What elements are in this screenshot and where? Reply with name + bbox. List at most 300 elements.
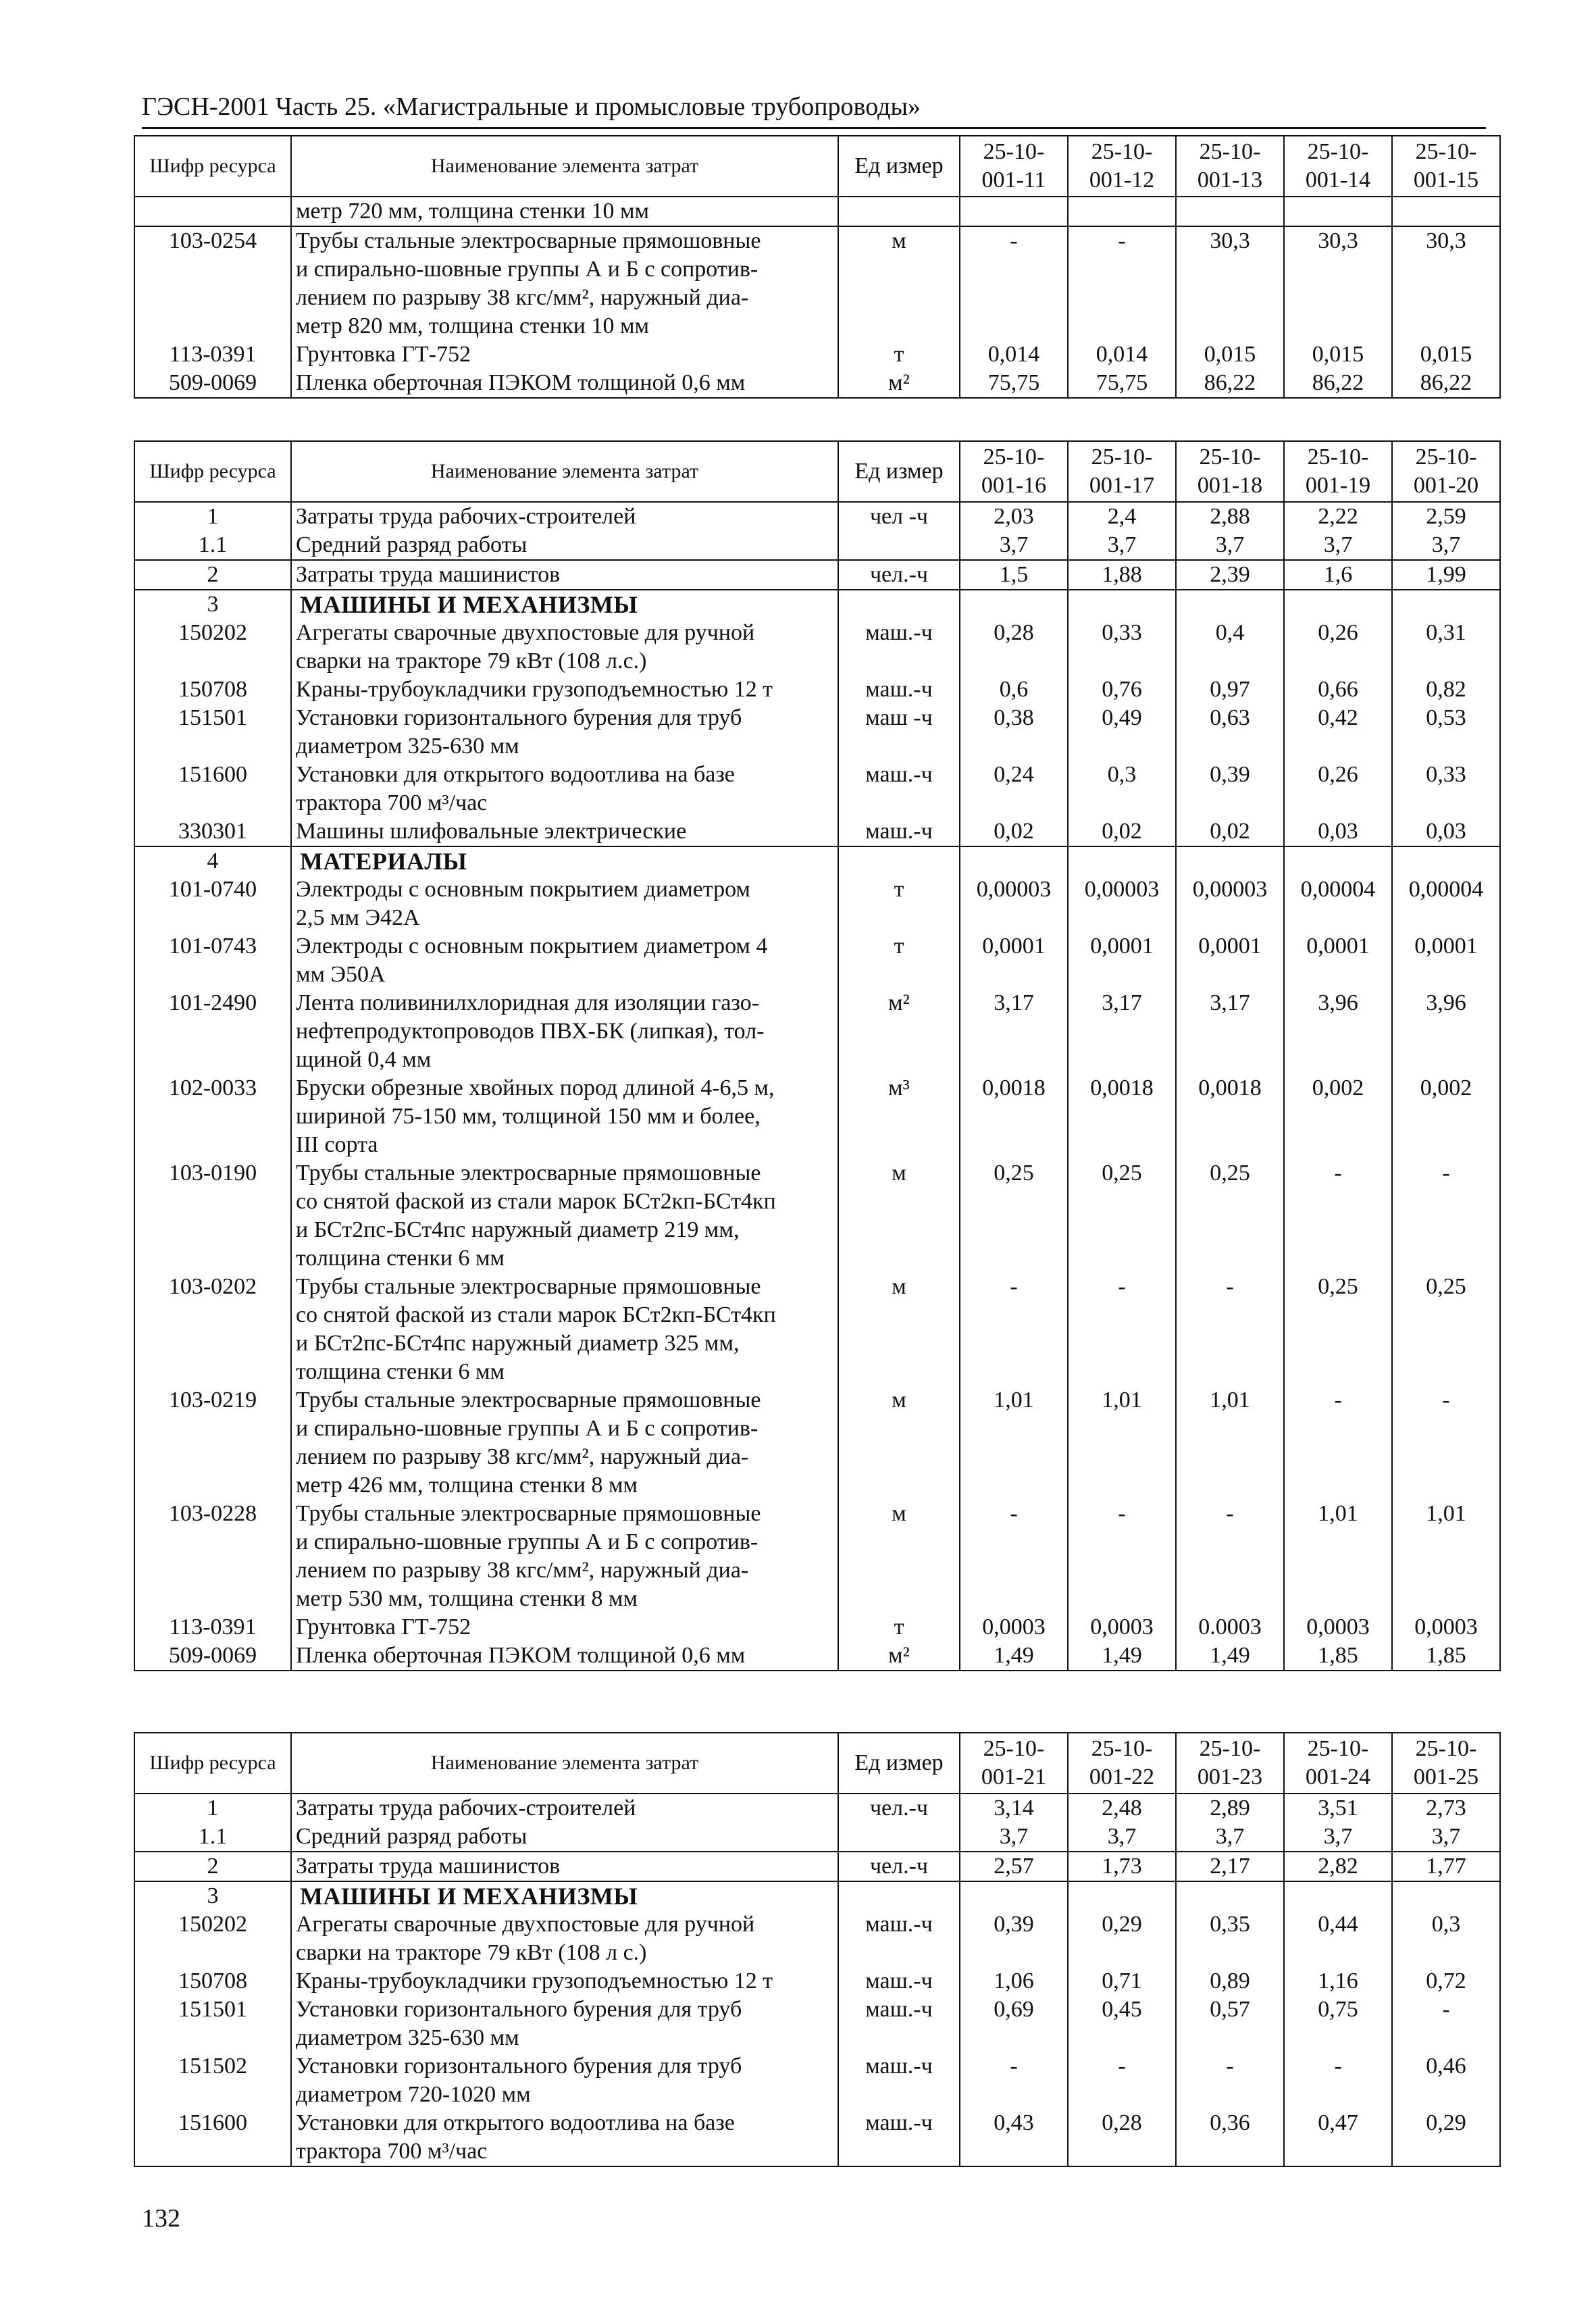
- header-norm-code: 25-10- 001-19: [1284, 441, 1392, 502]
- table-row: [134, 1613, 1500, 1642]
- table-header-row: [134, 1733, 1500, 1794]
- value-cell: -: [1392, 1386, 1500, 1500]
- cost-element-name: Затраты труда машинистов: [291, 1852, 838, 1881]
- unit-cell: м³: [838, 1074, 960, 1159]
- value-cell: 0,29: [1068, 1910, 1176, 1967]
- cost-element-name: Средний разряд работы: [291, 531, 838, 560]
- unit-cell: м: [838, 1159, 960, 1273]
- value-cell: -: [960, 226, 1068, 340]
- resource-code: 151501: [134, 1996, 291, 2052]
- value-cell: -: [1176, 1273, 1284, 1386]
- table-row: [134, 531, 1500, 560]
- unit-cell: чел.-ч: [838, 1852, 960, 1881]
- unit-cell: т: [838, 875, 960, 932]
- value-cell: 0,002: [1284, 1074, 1392, 1159]
- value-cell: 2,57: [960, 1852, 1068, 1881]
- value-cell: 0,0018: [960, 1074, 1068, 1159]
- cost-element-name: Установки горизонтального бурения для труб диаметром 720-1020 мм: [291, 2052, 838, 2109]
- value-cell: 1,85: [1392, 1642, 1500, 1671]
- value-cell: 1,77: [1392, 1852, 1500, 1881]
- table-row: [134, 1967, 1500, 1996]
- resource-code: 102-0033: [134, 1074, 291, 1159]
- value-cell: 3,7: [960, 1823, 1068, 1852]
- cost-element-name: Агрегаты сварочные двухпостовые для ручной сварки на тракторе 79 кВт (108 л с.): [291, 1910, 838, 1967]
- unit-cell: маш.-ч: [838, 2052, 960, 2109]
- value-cell: 0,43: [960, 2109, 1068, 2166]
- value-cell: 0,75: [1284, 1996, 1392, 2052]
- value-cell: 0,66: [1284, 676, 1392, 704]
- table-row: [134, 1852, 1500, 1881]
- value-cell: -: [1392, 1159, 1500, 1273]
- value-cell: 1,6: [1284, 560, 1392, 590]
- value-cell: 1,01: [1392, 1500, 1500, 1613]
- cost-element-name: Затраты труда рабочих-строителей: [291, 1794, 838, 1823]
- value-cell: 2,22: [1284, 502, 1392, 531]
- value-cell: 1,49: [1176, 1642, 1284, 1671]
- header-norm-code: 25-10- 001-12: [1068, 136, 1176, 197]
- value-cell: 0,0001: [1284, 932, 1392, 989]
- value-cell: 3,7: [960, 531, 1068, 560]
- unit-cell: маш -ч: [838, 704, 960, 761]
- value-cell: -: [1392, 1996, 1500, 2052]
- value-cell: 86,22: [1392, 369, 1500, 398]
- value-cell: [1284, 590, 1392, 619]
- value-cell: 0,6: [960, 676, 1068, 704]
- value-cell: 0,69: [960, 1996, 1068, 2052]
- value-cell: 0,31: [1392, 619, 1500, 676]
- value-cell: 0,49: [1068, 704, 1176, 761]
- value-cell: [960, 590, 1068, 619]
- value-cell: 0,02: [1176, 817, 1284, 846]
- value-cell: 0,89: [1176, 1967, 1284, 1996]
- resource-code: 1: [134, 502, 291, 531]
- header-norm-code: 25-10- 001-20: [1392, 441, 1500, 502]
- value-cell: 0,0003: [1392, 1613, 1500, 1642]
- value-cell: 0,25: [960, 1159, 1068, 1273]
- resource-table-1: [134, 135, 1501, 399]
- value-cell: 2,48: [1068, 1794, 1176, 1823]
- cost-element-name: Трубы стальные электросварные прямошовные и спирально-шовные группы А и Б с сопротив- лением по разрыву 38 кгс/мм², наружный диа- метр 530 мм, толщина стенки 8 мм: [291, 1500, 838, 1613]
- unit-cell: м²: [838, 1642, 960, 1671]
- header-norm-code: 25-10- 001-14: [1284, 136, 1392, 197]
- table-row: [134, 2109, 1500, 2166]
- table-row: [134, 989, 1500, 1074]
- cost-element-name: Трубы стальные электросварные прямошовные и спирально-шовные группы А и Б с сопротив- лением по разрыву 38 кгс/мм², наружный диа- метр 820 мм, толщина стенки 10 мм: [291, 226, 838, 340]
- cost-element-name: Затраты труда машинистов: [291, 560, 838, 590]
- value-cell: 1,01: [1176, 1386, 1284, 1500]
- value-cell: 0,82: [1392, 676, 1500, 704]
- table-row: [134, 1386, 1500, 1500]
- header-norm-code: 25-10- 001-15: [1392, 136, 1500, 197]
- header-norm-code: 25-10- 001-11: [960, 136, 1068, 197]
- resource-code: 103-0202: [134, 1273, 291, 1386]
- value-cell: 2,73: [1392, 1794, 1500, 1823]
- table-row: [134, 704, 1500, 761]
- value-cell: [1392, 197, 1500, 226]
- value-cell: 0,3: [1392, 1910, 1500, 1967]
- value-cell: 86,22: [1176, 369, 1284, 398]
- table-row: [134, 2052, 1500, 2109]
- value-cell: 1,88: [1068, 560, 1176, 590]
- unit-cell: чел -ч: [838, 502, 960, 531]
- value-cell: -: [1284, 1386, 1392, 1500]
- value-cell: 2,82: [1284, 1852, 1392, 1881]
- value-cell: -: [1176, 2052, 1284, 2109]
- value-cell: -: [1284, 1159, 1392, 1273]
- cost-element-name: Установки горизонтального бурения для труб диаметром 325-630 мм: [291, 1996, 838, 2052]
- resource-code: 4: [134, 846, 291, 875]
- cost-element-name: Затраты труда рабочих-строителей: [291, 502, 838, 531]
- section-row: [134, 590, 1500, 619]
- cost-element-name: Установки горизонтального бурения для труб диаметром 325-630 мм: [291, 704, 838, 761]
- value-cell: -: [1068, 1500, 1176, 1613]
- section-row: [134, 846, 1500, 875]
- value-cell: -: [1068, 226, 1176, 340]
- value-cell: 0,26: [1284, 761, 1392, 817]
- value-cell: [1176, 846, 1284, 875]
- cost-element-name: Агрегаты сварочные двухпостовые для ручной сварки на тракторе 79 кВт (108 л.с.): [291, 619, 838, 676]
- value-cell: 0,00003: [960, 875, 1068, 932]
- value-cell: 1,99: [1392, 560, 1500, 590]
- unit-cell: [838, 1823, 960, 1852]
- unit-cell: [838, 1881, 960, 1910]
- unit-cell: маш.-ч: [838, 619, 960, 676]
- value-cell: 1,85: [1284, 1642, 1392, 1671]
- value-cell: 0,39: [1176, 761, 1284, 817]
- resource-code: 3: [134, 1881, 291, 1910]
- value-cell: 0,0003: [1284, 1613, 1392, 1642]
- value-cell: 0,014: [960, 340, 1068, 369]
- value-cell: -: [1176, 1500, 1284, 1613]
- value-cell: 3,7: [1176, 1823, 1284, 1852]
- value-cell: [1392, 590, 1500, 619]
- unit-cell: [838, 590, 960, 619]
- value-cell: 0,015: [1176, 340, 1284, 369]
- header-norm-code: 25-10- 001-17: [1068, 441, 1176, 502]
- resource-code: 509-0069: [134, 1642, 291, 1671]
- value-cell: 3,17: [1068, 989, 1176, 1074]
- value-cell: -: [1068, 2052, 1176, 2109]
- header-norm-code: 25-10- 001-23: [1176, 1733, 1284, 1794]
- cost-element-name: Машины шлифовальные электрические: [291, 817, 838, 846]
- value-cell: 0,015: [1392, 340, 1500, 369]
- cost-element-name: МАШИНЫ И МЕХАНИЗМЫ: [291, 590, 838, 619]
- header-unit: Ед измер: [838, 1733, 960, 1794]
- unit-cell: чел.-ч: [838, 1794, 960, 1823]
- value-cell: 0,33: [1068, 619, 1176, 676]
- resource-code: 150202: [134, 619, 291, 676]
- cost-element-name: МАШИНЫ И МЕХАНИЗМЫ: [291, 1881, 838, 1910]
- header-norm-code: 25-10- 001-13: [1176, 136, 1284, 197]
- value-cell: [1284, 197, 1392, 226]
- unit-cell: [838, 197, 960, 226]
- unit-cell: маш.-ч: [838, 1967, 960, 1996]
- value-cell: 0,42: [1284, 704, 1392, 761]
- unit-cell: маш.-ч: [838, 2109, 960, 2166]
- value-cell: 3,51: [1284, 1794, 1392, 1823]
- value-cell: 30,3: [1284, 226, 1392, 340]
- resource-code: 113-0391: [134, 340, 291, 369]
- table-row: [134, 875, 1500, 932]
- resource-code: 3: [134, 590, 291, 619]
- value-cell: 0,25: [1392, 1273, 1500, 1386]
- value-cell: 0,36: [1176, 2109, 1284, 2166]
- cost-element-name: Пленка оберточная ПЭКОМ толщиной 0,6 мм: [291, 369, 838, 398]
- value-cell: 0,00004: [1392, 875, 1500, 932]
- cost-element-name: Трубы стальные электросварные прямошовные со снятой фаской из стали марок БСт2кп-БСт4кп и БСт2пс-БСт4пс наружный диаметр 325 мм, толщина стенки 6 мм: [291, 1273, 838, 1386]
- resource-code: 113-0391: [134, 1613, 291, 1642]
- resource-code: 101-0743: [134, 932, 291, 989]
- value-cell: -: [960, 1273, 1068, 1386]
- section-row: [134, 1881, 1500, 1910]
- value-cell: 3,7: [1284, 1823, 1392, 1852]
- value-cell: [1392, 1881, 1500, 1910]
- value-cell: 0,76: [1068, 676, 1176, 704]
- header-cost-element: Наименование элемента затрат: [291, 441, 838, 502]
- resource-code: 2: [134, 1852, 291, 1881]
- table-row: [134, 1823, 1500, 1852]
- value-cell: 0,53: [1392, 704, 1500, 761]
- value-cell: 0,014: [1068, 340, 1176, 369]
- value-cell: [1068, 846, 1176, 875]
- header-resource-code: Шифр ресурса: [134, 441, 291, 502]
- value-cell: 3,7: [1392, 531, 1500, 560]
- value-cell: -: [960, 2052, 1068, 2109]
- cost-element-name: Трубы стальные электросварные прямошовные со снятой фаской из стали марок БСт2кп-БСт4кп и БСт2пс-БСт4пс наружный диаметр 219 мм, толщина стенки 6 мм: [291, 1159, 838, 1273]
- table-row: [134, 1159, 1500, 1273]
- resource-code: 103-0190: [134, 1159, 291, 1273]
- cost-element-name: Пленка оберточная ПЭКОМ толщиной 0,6 мм: [291, 1642, 838, 1671]
- value-cell: 0,0018: [1176, 1074, 1284, 1159]
- table-row: [134, 676, 1500, 704]
- header-resource-code: Шифр ресурса: [134, 1733, 291, 1794]
- cost-element-name: метр 720 мм, толщина стенки 10 мм: [291, 197, 838, 226]
- value-cell: 1,01: [960, 1386, 1068, 1500]
- table-row: [134, 619, 1500, 676]
- value-cell: 3,7: [1392, 1823, 1500, 1852]
- header-cost-element: Наименование элемента затрат: [291, 136, 838, 197]
- resource-code: 330301: [134, 817, 291, 846]
- cost-element-name: Электроды с основным покрытием диаметром 2,5 мм Э42А: [291, 875, 838, 932]
- value-cell: 3,17: [960, 989, 1068, 1074]
- value-cell: 0,28: [1068, 2109, 1176, 2166]
- table-row: [134, 1074, 1500, 1159]
- value-cell: -: [1068, 1273, 1176, 1386]
- header-norm-code: 25-10- 001-25: [1392, 1733, 1500, 1794]
- value-cell: 1,01: [1284, 1500, 1392, 1613]
- value-cell: 0,25: [1176, 1159, 1284, 1273]
- unit-cell: маш.-ч: [838, 761, 960, 817]
- unit-cell: т: [838, 340, 960, 369]
- value-cell: 0,0001: [1392, 932, 1500, 989]
- value-cell: [1176, 590, 1284, 619]
- value-cell: 0,26: [1284, 619, 1392, 676]
- value-cell: [1392, 846, 1500, 875]
- cost-element-name: Грунтовка ГТ-752: [291, 340, 838, 369]
- header-unit: Ед измер: [838, 136, 960, 197]
- cost-element-name: Установки для открытого водоотлива на базе трактора 700 м³/час: [291, 761, 838, 817]
- value-cell: 3,96: [1392, 989, 1500, 1074]
- value-cell: 0,0003: [1068, 1613, 1176, 1642]
- header-resource-code: Шифр ресурса: [134, 136, 291, 197]
- table-row: [134, 502, 1500, 531]
- value-cell: [1176, 197, 1284, 226]
- value-cell: 1,01: [1068, 1386, 1176, 1500]
- value-cell: 0,57: [1176, 1996, 1284, 2052]
- value-cell: 2,39: [1176, 560, 1284, 590]
- value-cell: 2,88: [1176, 502, 1284, 531]
- resource-code: [134, 197, 291, 226]
- value-cell: 0,3: [1068, 761, 1176, 817]
- cost-element-name: Краны-трубоукладчики грузоподъемностью 12 т: [291, 676, 838, 704]
- resource-code: 151600: [134, 761, 291, 817]
- value-cell: 3,17: [1176, 989, 1284, 1074]
- value-cell: 2,59: [1392, 502, 1500, 531]
- value-cell: -: [1284, 2052, 1392, 2109]
- table-row: [134, 560, 1500, 590]
- value-cell: 0,44: [1284, 1910, 1392, 1967]
- cost-element-name: Средний разряд работы: [291, 1823, 838, 1852]
- table-row: [134, 817, 1500, 846]
- value-cell: [1176, 1881, 1284, 1910]
- value-cell: [960, 197, 1068, 226]
- value-cell: [960, 1881, 1068, 1910]
- resource-code: 150708: [134, 1967, 291, 1996]
- value-cell: 1,49: [1068, 1642, 1176, 1671]
- table-row: [134, 761, 1500, 817]
- header-cost-element: Наименование элемента затрат: [291, 1733, 838, 1794]
- table-row: [134, 1642, 1500, 1671]
- value-cell: 0,0001: [1176, 932, 1284, 989]
- value-cell: 0,46: [1392, 2052, 1500, 2109]
- resource-code: 101-2490: [134, 989, 291, 1074]
- value-cell: 1,16: [1284, 1967, 1392, 1996]
- value-cell: [1068, 1881, 1176, 1910]
- value-cell: 3,7: [1068, 1823, 1176, 1852]
- page-header: [142, 89, 1486, 129]
- cost-element-name: Грунтовка ГТ-752: [291, 1613, 838, 1642]
- value-cell: 0,39: [960, 1910, 1068, 1967]
- resource-code: 151600: [134, 2109, 291, 2166]
- header-norm-code: 25-10- 001-22: [1068, 1733, 1176, 1794]
- table-row: [134, 1500, 1500, 1613]
- unit-cell: м²: [838, 989, 960, 1074]
- table-row: [134, 1910, 1500, 1967]
- unit-cell: м: [838, 1273, 960, 1386]
- table-row: [134, 340, 1500, 369]
- value-cell: 0,015: [1284, 340, 1392, 369]
- value-cell: 3,14: [960, 1794, 1068, 1823]
- value-cell: 0,03: [1392, 817, 1500, 846]
- value-cell: 0,28: [960, 619, 1068, 676]
- unit-cell: м: [838, 1500, 960, 1613]
- resource-code: 1.1: [134, 1823, 291, 1852]
- cost-element-name: Лента поливинилхлоридная для изоляции газо- нефтепродуктопроводов ПВХ-БК (липкая), тол- щиной 0,4 мм: [291, 989, 838, 1074]
- unit-cell: м: [838, 1386, 960, 1500]
- value-cell: 3,7: [1068, 531, 1176, 560]
- value-cell: 2,4: [1068, 502, 1176, 531]
- unit-cell: [838, 846, 960, 875]
- value-cell: 0,0001: [1068, 932, 1176, 989]
- page-number: 132: [142, 2204, 180, 2233]
- value-cell: [1068, 197, 1176, 226]
- value-cell: [1284, 846, 1392, 875]
- cost-element-name: Установки для открытого водоотлива на базе трактора 700 м³/час: [291, 2109, 838, 2166]
- unit-cell: т: [838, 1613, 960, 1642]
- unit-cell: маш.-ч: [838, 1996, 960, 2052]
- table-row: [134, 226, 1500, 340]
- resource-code: 103-0254: [134, 226, 291, 340]
- table-header-row: [134, 136, 1500, 197]
- unit-cell: маш.-ч: [838, 676, 960, 704]
- cost-element-name: Трубы стальные электросварные прямошовные и спирально-шовные группы А и Б с сопротив- лением по разрыву 38 кгс/мм², наружный диа- метр 426 мм, толщина стенки 8 мм: [291, 1386, 838, 1500]
- value-cell: 0,02: [1068, 817, 1176, 846]
- value-cell: 30,3: [1176, 226, 1284, 340]
- value-cell: 3,96: [1284, 989, 1392, 1074]
- table-row: [134, 932, 1500, 989]
- cost-element-name: МАТЕРИАЛЫ: [291, 846, 838, 875]
- value-cell: 0,25: [1068, 1159, 1176, 1273]
- value-cell: 0,02: [960, 817, 1068, 846]
- unit-cell: м²: [838, 369, 960, 398]
- resource-code: 151501: [134, 704, 291, 761]
- resource-code: 151502: [134, 2052, 291, 2109]
- value-cell: 0,00003: [1068, 875, 1176, 932]
- page-title: ГЭСН-2001 Часть 25. «Магистральные и промысловые трубопроводы»: [142, 93, 921, 121]
- table-row: [134, 369, 1500, 398]
- value-cell: 2,89: [1176, 1794, 1284, 1823]
- value-cell: 0,29: [1392, 2109, 1500, 2166]
- cost-element-name: Краны-трубоукладчики грузоподъемностью 12 т: [291, 1967, 838, 1996]
- header-norm-code: 25-10- 001-18: [1176, 441, 1284, 502]
- table-row: [134, 1996, 1500, 2052]
- value-cell: 30,3: [1392, 226, 1500, 340]
- value-cell: 2,17: [1176, 1852, 1284, 1881]
- value-cell: 0,002: [1392, 1074, 1500, 1159]
- value-cell: 0,97: [1176, 676, 1284, 704]
- resource-code: 101-0740: [134, 875, 291, 932]
- value-cell: 1,49: [960, 1642, 1068, 1671]
- value-cell: [1284, 1881, 1392, 1910]
- header-unit: Ед измер: [838, 441, 960, 502]
- resource-code: 1: [134, 1794, 291, 1823]
- value-cell: 0,38: [960, 704, 1068, 761]
- value-cell: 0.0003: [1176, 1613, 1284, 1642]
- unit-cell: т: [838, 932, 960, 989]
- header-norm-code: 25-10- 001-21: [960, 1733, 1068, 1794]
- value-cell: -: [960, 1500, 1068, 1613]
- resource-code: 150708: [134, 676, 291, 704]
- value-cell: [960, 846, 1068, 875]
- value-cell: 0,03: [1284, 817, 1392, 846]
- value-cell: 0,4: [1176, 619, 1284, 676]
- value-cell: 0,25: [1284, 1273, 1392, 1386]
- resource-code: 103-0228: [134, 1500, 291, 1613]
- cost-element-name: Электроды с основным покрытием диаметром 4 мм Э50А: [291, 932, 838, 989]
- value-cell: 0,00004: [1284, 875, 1392, 932]
- unit-cell: маш.-ч: [838, 1910, 960, 1967]
- resource-code: 150202: [134, 1910, 291, 1967]
- value-cell: 0,0018: [1068, 1074, 1176, 1159]
- table-header-row: [134, 441, 1500, 502]
- value-cell: 86,22: [1284, 369, 1392, 398]
- unit-cell: чел.-ч: [838, 560, 960, 590]
- value-cell: 0,0001: [960, 932, 1068, 989]
- value-cell: 0,47: [1284, 2109, 1392, 2166]
- value-cell: 0,24: [960, 761, 1068, 817]
- unit-cell: [838, 531, 960, 560]
- resource-code: 1.1: [134, 531, 291, 560]
